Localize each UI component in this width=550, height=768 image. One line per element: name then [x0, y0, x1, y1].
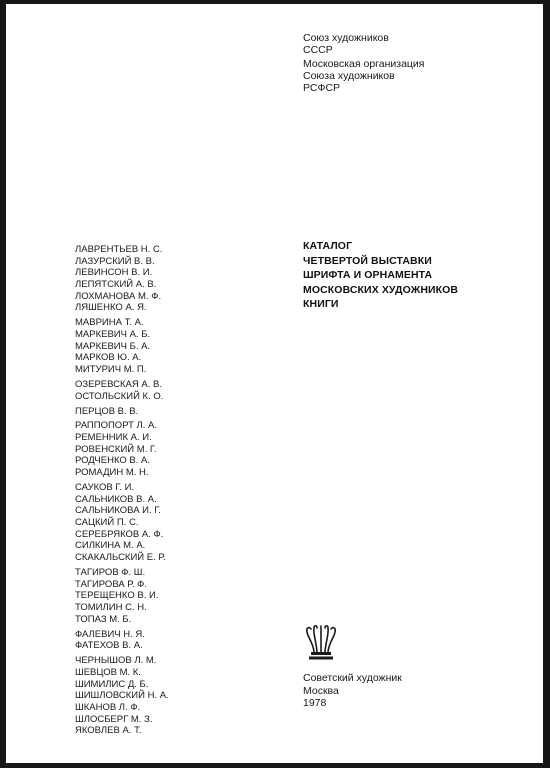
artist-name: ЯКОВЛЕВ А. Т. — [75, 725, 142, 737]
imprint-year: 1978 — [303, 697, 327, 709]
catalog-title-page — [6, 4, 543, 763]
artist-name: ЛАЗУРСКИЙ В. В. — [75, 255, 155, 267]
artist-name: САЛЬНИКОВ В. А. — [75, 493, 157, 505]
artist-name: САЛЬНИКОВА И. Г. — [75, 505, 161, 517]
artist-name: МАРКОВ Ю. А. — [75, 352, 142, 364]
artist-names-list — [75, 244, 169, 737]
artist-name: РОВЕНСКИЙ М. Г. — [75, 443, 157, 455]
title-line: КНИГИ — [303, 298, 339, 310]
artist-name: ТОПАЗ М. Б. — [75, 613, 132, 625]
artist-name: РОДЧЕНКО В. А. — [75, 455, 150, 467]
artist-name: МАРКЕВИЧ Б. А. — [75, 340, 151, 352]
artist-name: МИТУРИЧ М. П. — [75, 364, 147, 376]
artist-name: СЕРЕБРЯКОВ А. Ф. — [75, 528, 164, 540]
publisher-line: СССР — [303, 44, 333, 56]
imprint-publisher-name: Советский художник — [303, 672, 402, 684]
artist-name: МАРКЕВИЧ А. Б. — [75, 329, 151, 340]
artist-name: ЛОХМАНОВА М. Ф. — [75, 290, 162, 302]
artist-name: РАППОПОРТ Л. А. — [75, 420, 158, 432]
artist-name: ОСТОЛЬСКИЙ К. О. — [75, 390, 164, 402]
artist-name: РЕМЕННИК А. И. — [75, 432, 152, 444]
artist-name: ТОМИЛИН С. Н. — [75, 602, 147, 614]
artist-name: ЧЕРНЫШОВ Л. М. — [75, 655, 157, 667]
title-line: ЧЕТВЕРТОЙ ВЫСТАВКИ — [303, 254, 432, 267]
artist-name: ЛАВРЕНТЬЕВ Н. С. — [75, 244, 163, 255]
publisher-line: Союза художников — [303, 70, 395, 82]
artist-name: ФАЛЕВИЧ Н. Я. — [75, 628, 145, 640]
artist-name: ЛЕВИНСОН В. И. — [75, 267, 153, 279]
title-line: ШРИФТА И ОРНАМЕНТА — [303, 269, 433, 281]
artist-name: ТАГИРОВ Ф. Ш. — [75, 567, 146, 578]
artist-name: ШИМИЛИС Д. Б. — [75, 678, 149, 690]
artist-name: ТАГИРОВА Р. Ф. — [75, 578, 147, 590]
artist-name: САУКОВ Г. И. — [75, 482, 135, 493]
catalog-title — [303, 239, 458, 312]
artist-name: РОМАДИН М. Н. — [75, 467, 149, 479]
artist-name: ШЕВЦОВ М. К. — [75, 666, 141, 678]
artist-name: ФАТЕХОВ В. А. — [75, 640, 143, 652]
artist-name: ТЕРЕЩЕНКО В. И. — [75, 590, 159, 602]
artist-name: ОЗЕРЕВСКАЯ А. В. — [75, 378, 162, 390]
artist-name: ШЛОСБЕРГ М. З. — [75, 713, 153, 725]
artist-name: САЦКИЙ П. С. — [75, 517, 139, 529]
artist-name: ШКАНОВ Л. Ф. — [75, 701, 141, 713]
publisher-emblem-icon — [304, 622, 338, 662]
artist-name: ЛЕПЯТСКИЙ А. В. — [75, 279, 157, 291]
artist-name: СКАКАЛЬСКИЙ Е. Р. — [75, 552, 166, 564]
imprint-block — [303, 672, 402, 710]
publisher-line: РСФСР — [303, 82, 341, 94]
publisher-line: Московская организация — [303, 58, 425, 70]
artist-name: ШИШЛОВСКИЙ Н. А. — [75, 690, 169, 702]
imprint-city: Москва — [303, 684, 339, 697]
title-line: МОСКОВСКИХ ХУДОЖНИКОВ — [303, 283, 459, 296]
publisher-block — [303, 32, 424, 94]
artist-name: МАВРИНА Т. А. — [75, 317, 144, 329]
title-line: КАТАЛОГ — [303, 240, 353, 252]
artist-name: СИЛКИНА М. А. — [75, 540, 146, 552]
artist-name: ПЕРЦОВ В. В. — [75, 405, 139, 417]
publisher-line: Союз художников — [303, 32, 389, 44]
artist-name: ЛЯШЕНКО А. Я. — [75, 302, 147, 314]
